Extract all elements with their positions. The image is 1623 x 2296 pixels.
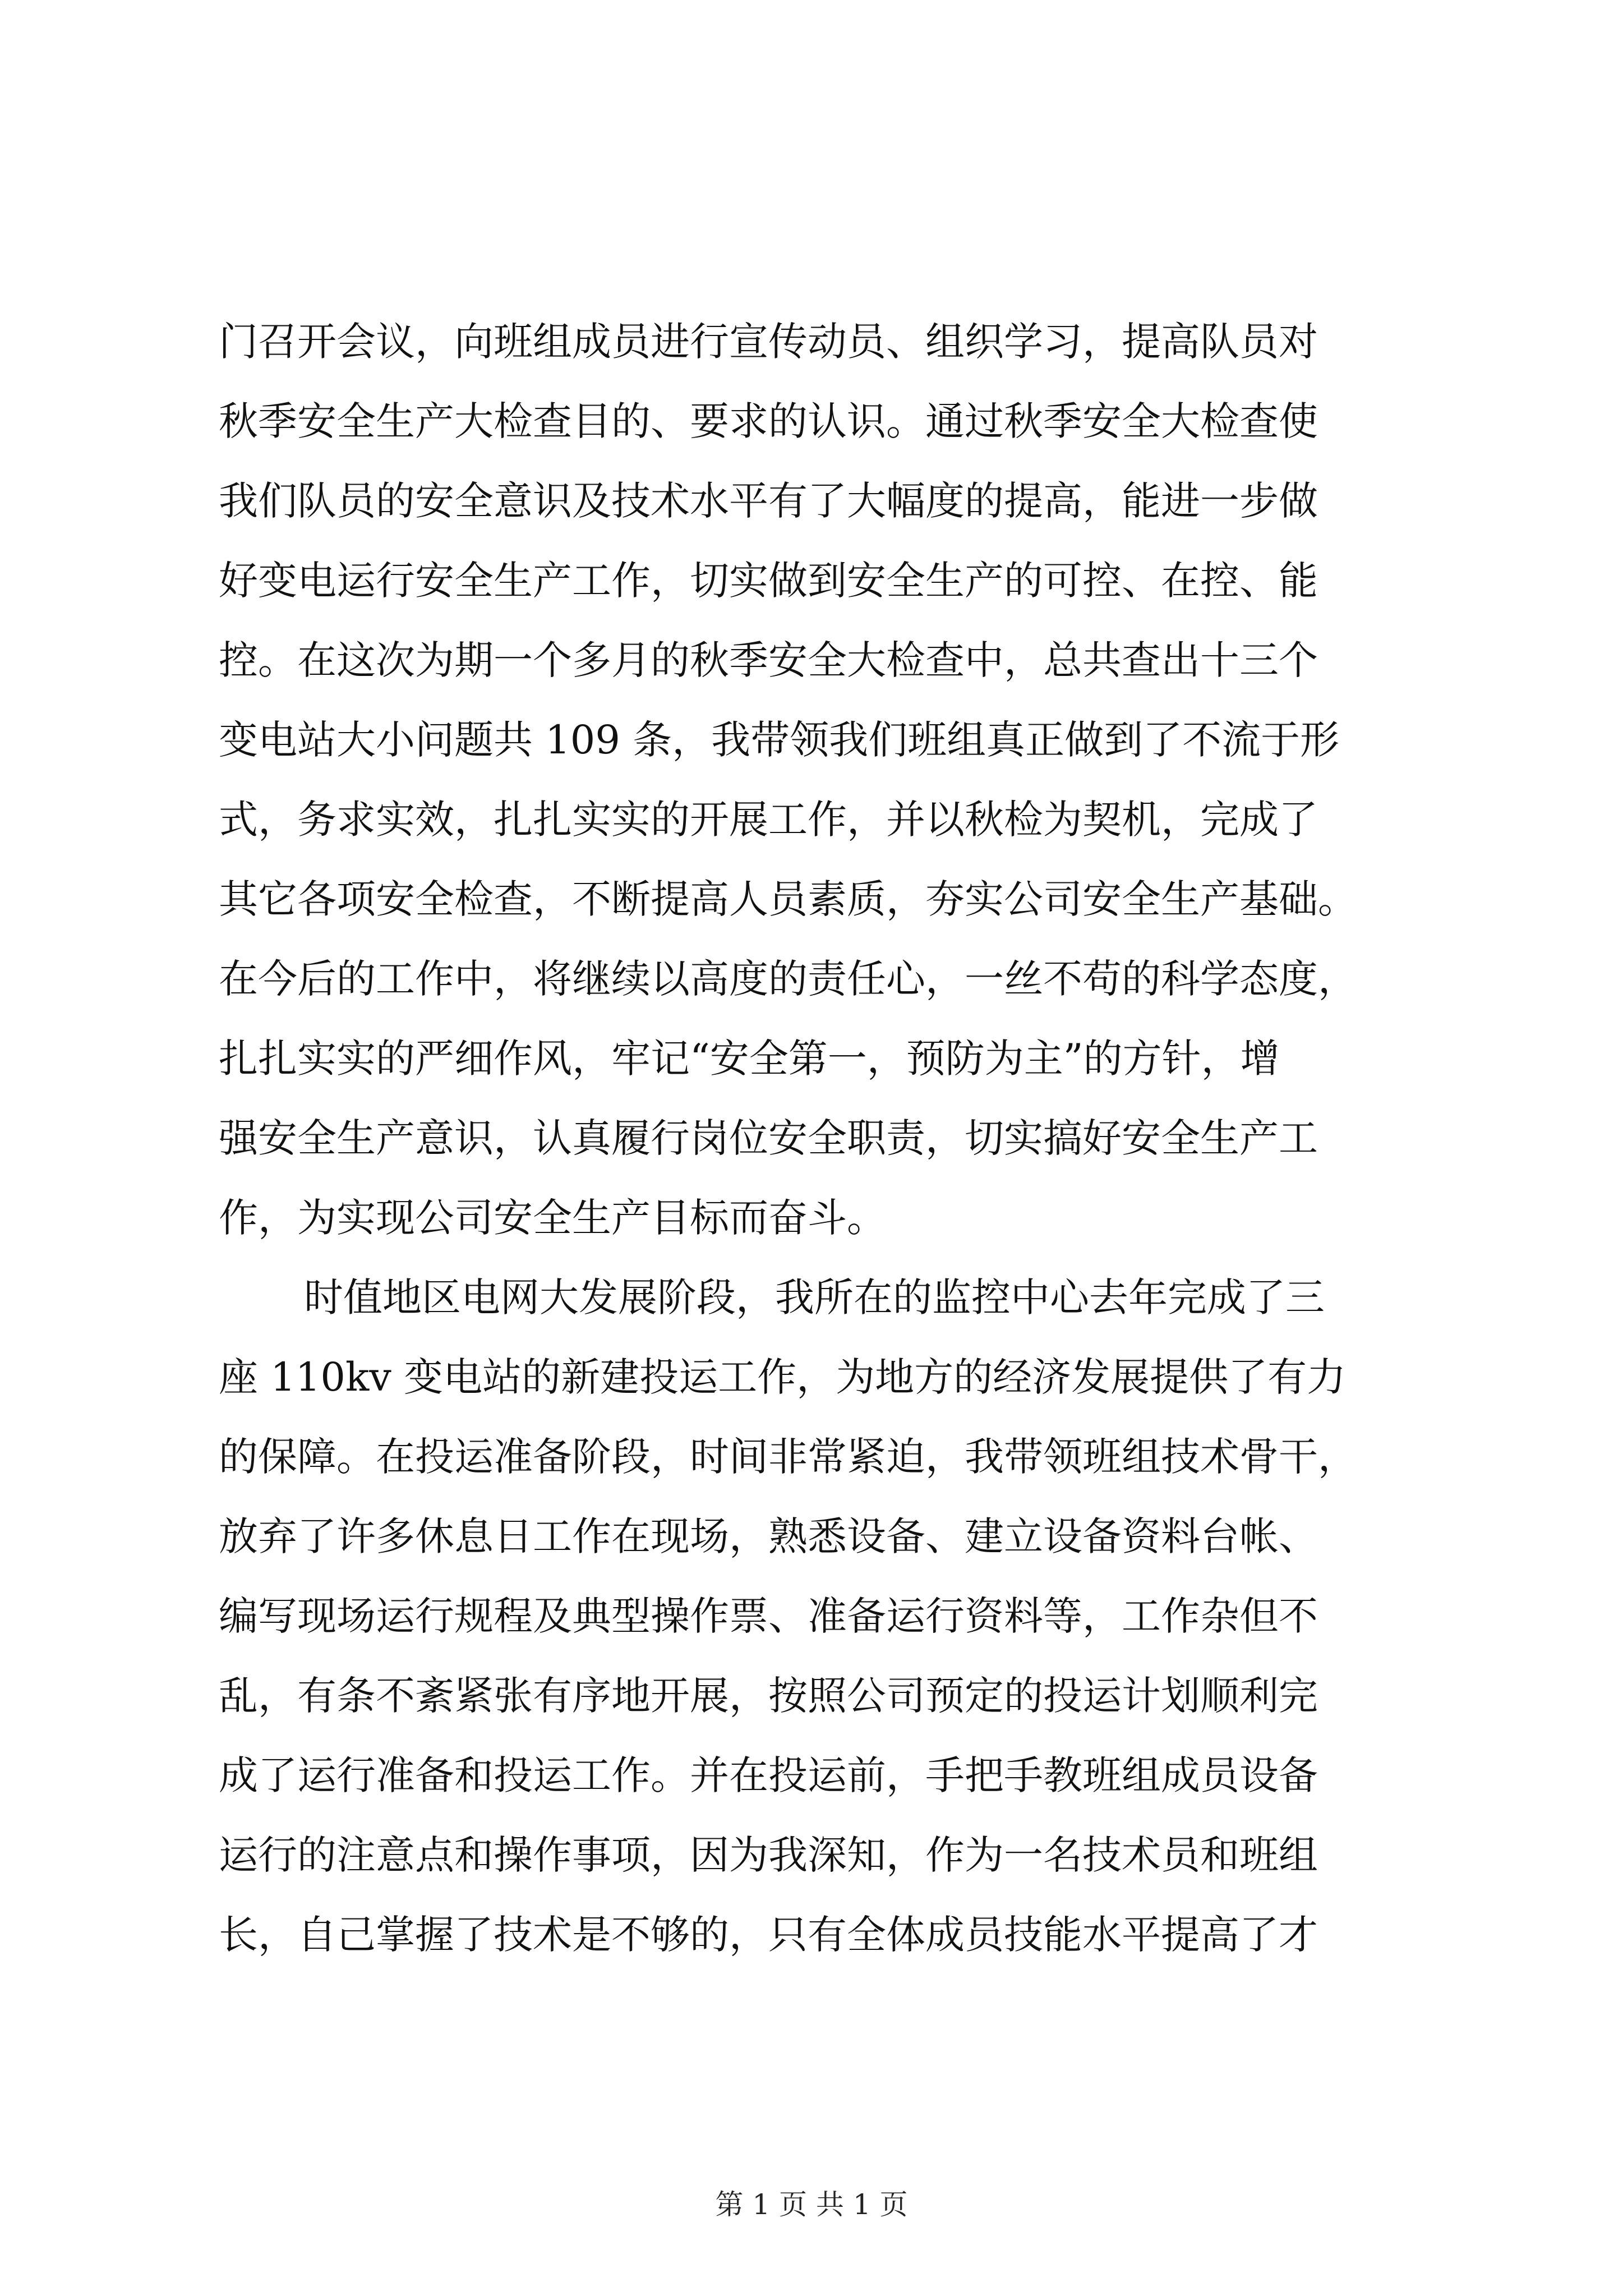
text-line: 变电站大小问题共 109 条，我带领我们班组真正做到了不流于形	[219, 717, 1340, 763]
text-line: 成了运行准备和投运工作。并在投运前，手把手教班组成员设备	[219, 1752, 1318, 1798]
document-body	[219, 302, 1419, 1975]
text-line: 的保障。在投运准备阶段，时间非常紧迫，我带领班组技术骨干，	[219, 1434, 1357, 1480]
text-line: 其它各项安全检查，不断提高人员素质，夯实公司安全生产基础。	[219, 876, 1357, 922]
paragraph-2	[219, 1258, 1419, 1975]
page-number-footer: 第 1 页 共 1 页	[715, 2188, 908, 2221]
text-line: 扎扎实实的严细作风，牢记“安全第一，预防为主”的方针，增	[219, 1036, 1280, 1082]
text-line: 作，为实现公司安全生产目标而奋斗。	[219, 1195, 886, 1241]
text-line: 式，务求实效，扎扎实实的开展工作，并以秋检为契机，完成了	[219, 797, 1318, 843]
paragraph-1	[219, 302, 1419, 1258]
text-line: 座 110kv 变电站的新建投运工作，为地方的经济发展提供了有力	[219, 1354, 1347, 1400]
text-line: 长，自己掌握了技术是不够的，只有全体成员技能水平提高了才	[219, 1912, 1318, 1958]
text-line: 秋季安全生产大检查目的、要求的认识。通过秋季安全大检查使	[219, 398, 1318, 444]
text-line: 编写现场运行规程及典型操作票、准备运行资料等，工作杂但不	[219, 1593, 1318, 1639]
text-line: 门召开会议，向班组成员进行宣传动员、组织学习，提高队员对	[219, 319, 1318, 365]
text-line: 控。在这次为期一个多月的秋季安全大检查中，总共查出十三个	[219, 637, 1318, 683]
text-line: 在今后的工作中，将继续以高度的责任心，一丝不苟的科学态度，	[219, 956, 1357, 1002]
text-line: 运行的注意点和操作事项，因为我深知，作为一名技术员和班组	[219, 1832, 1318, 1878]
text-line: 好变电运行安全生产工作，切实做到安全生产的可控、在控、能	[219, 558, 1318, 604]
text-line: 我们队员的安全意识及技术水平有了大幅度的提高，能进一步做	[219, 478, 1318, 524]
text-line: 强安全生产意识，认真履行岗位安全职责，切实搞好安全生产工	[219, 1115, 1318, 1161]
text-line: 乱，有条不紊紧张有序地开展，按照公司预定的投运计划顺利完	[219, 1673, 1318, 1719]
text-line: 放弃了许多休息日工作在现场，熟悉设备、建立设备资料台帐、	[219, 1513, 1318, 1559]
text-line-first-indented: 时值地区电网大发展阶段，我所在的监控中心去年完成了三	[304, 1274, 1325, 1320]
